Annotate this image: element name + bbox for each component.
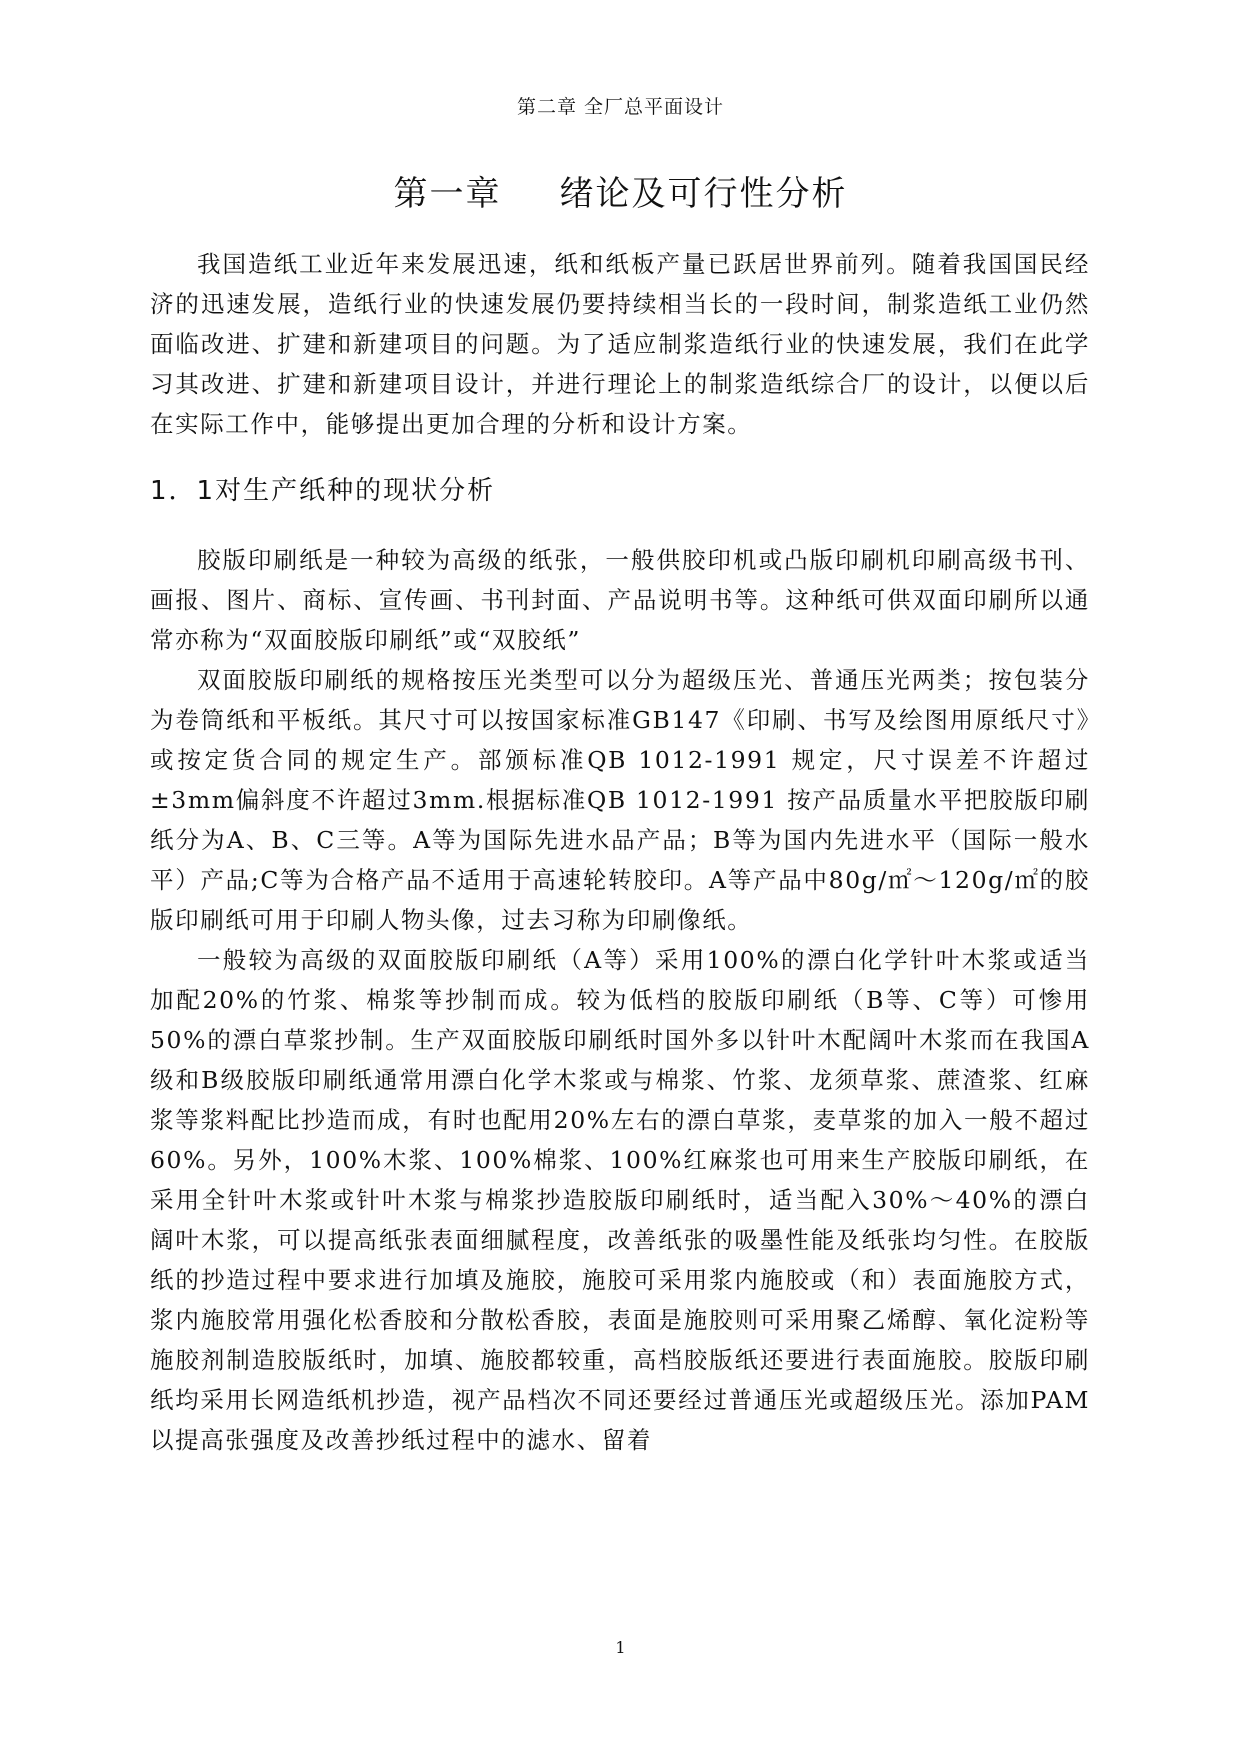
- section-paragraph: 胶版印刷纸是一种较为高级的纸张，一般供胶印机或凸版印刷机印刷高级书刊、画报、图片、商标、宣传画、书刊封面、产品说明书等。这种纸可供双面印刷所以通常亦称为“双面胶版印刷纸”或“双胶纸”: [150, 546, 1090, 654]
- intro-section: [150, 244, 1090, 444]
- section-heading: 1．1对生产纸种的现状分析: [150, 476, 496, 506]
- section-paragraph: 一般较为高级的双面胶版印刷纸（A等）采用100%的漂白化学针叶木浆或适当加配20%的竹浆、棉浆等抄制而成。较为低档的胶版印刷纸（B等、C等）可惨用50%的漂白草浆抄制。生产双面胶版印刷纸时国外多以针叶木配阔叶木浆而在我国A级和B级胶版印刷纸通常用漂白化学木浆或与棉浆、竹浆、龙须草浆、蔗渣浆、红麻浆等浆料配比抄造而成，有时也配用20%左右的漂白草浆，麦草浆的加入一般不超过60%。另外，100%木浆、100%棉浆、100%红麻浆也可用来生产胶版印刷纸，在采用全针叶木浆或针叶木浆与棉浆抄造胶版印刷纸时，适当配入30%～40%的漂白阔叶木浆，可以提高纸张表面细腻程度，改善纸张的吸墨性能及纸张均匀性。在胶版纸的抄造过程中要求进行加填及施胶，施胶可采用浆内施胶或（和）表面施胶方式，浆内施胶常用强化松香胶和分散松香胶，表面是施胶则可采用聚乙烯醇、氧化淀粉等施胶剂制造胶版纸时，加填、施胶都较重，高档胶版纸还要进行表面施胶。胶版印刷纸均采用长网造纸机抄造，视产品档次不同还要经过普通压光或超级压光。添加PAM以提高张强度及改善抄纸过程中的滤水、留着: [150, 946, 1090, 1454]
- running-header: 第二章 全厂总平面设计: [516, 96, 725, 118]
- header-rule: [150, 124, 1091, 125]
- section-body: [150, 540, 1090, 1460]
- page-number: 1: [615, 1638, 626, 1657]
- section-paragraph: 双面胶版印刷纸的规格按压光类型可以分为超级压光、普通压光两类；按包装分为卷筒纸和平板纸。其尺寸可以按国家标准GB147《印刷、书写及绘图用原纸尺寸》或按定货合同的规定生产。部颁标准QB 1012-1991 规定，尺寸误差不许超过±3mm偏斜度不许超过3mm.根据标准QB 1012-1991 按产品质量水平把胶版印刷纸分为A、B、C三等。A等为国际先进水品产品；B等为国内先进水平（国际一般水平）产品;C等为合格产品不适用于高速轮转胶印。A等产品中80g/㎡～120g/㎡的胶版印刷纸可用于印刷人物头像，过去习称为印刷像纸。: [150, 666, 1090, 934]
- chapter-number: 第一章: [393, 174, 502, 214]
- intro-paragraph: 我国造纸工业近年来发展迅速，纸和纸板产量已跃居世界前列。随着我国国民经济的迅速发展，造纸行业的快速发展仍要持续相当长的一段时间，制浆造纸工业仍然面临改进、扩建和新建项目的问题。为了适应制浆造纸行业的快速发展，我们在此学习其改进、扩建和新建项目设计，并进行理论上的制浆造纸综合厂的设计，以便以后在实际工作中，能够提出更加合理的分析和设计方案。: [150, 250, 1090, 438]
- chapter-title: [0, 166, 1241, 215]
- chapter-name: 绪论及可行性分析: [559, 174, 848, 214]
